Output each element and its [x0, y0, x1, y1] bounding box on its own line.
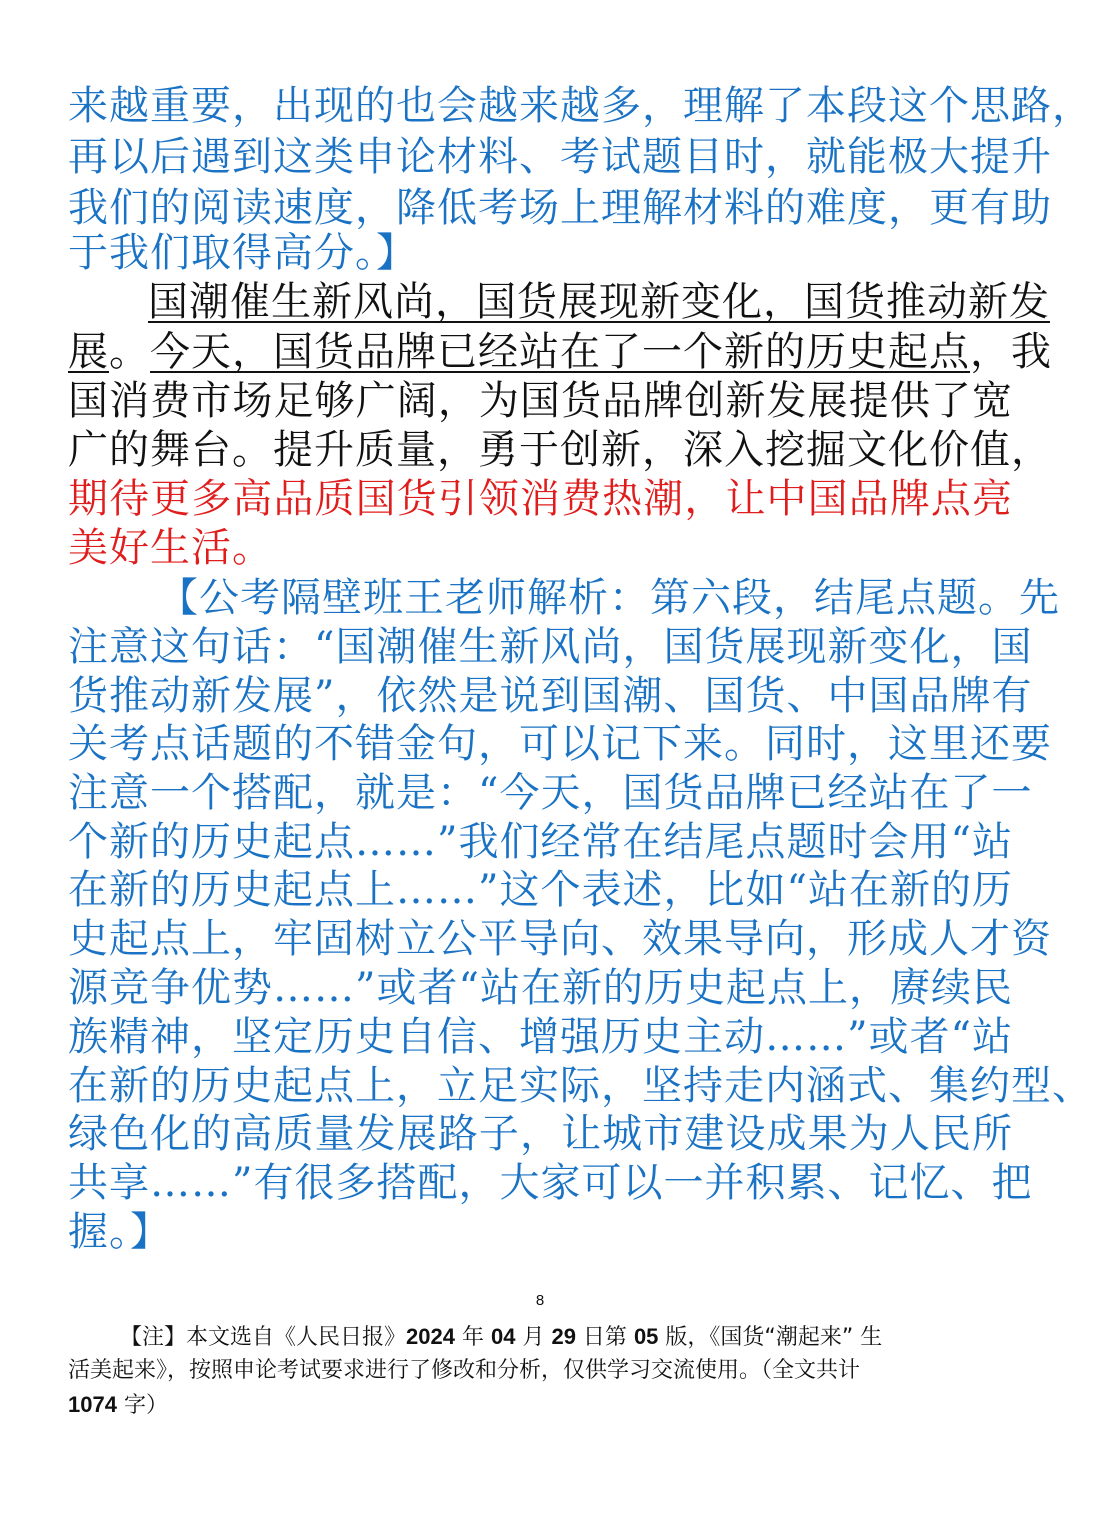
analysis-line-8: 史起点上，牢固树立公平导向、效果导向，形成人才资: [68, 916, 1052, 962]
analysis-line-7: 在新的历史起点上……”这个表述，比如“站在新的历: [68, 867, 1013, 913]
note-word-count: 1074: [68, 1392, 117, 1417]
paragraph-underlined-sentence: 今天，国货品牌已经站在了一个新的历史起点: [150, 329, 970, 375]
analysis-line-6: 个新的历史起点……”我们经常在结尾点题时会用“站: [68, 819, 1013, 865]
paragraph-line-1: [148, 276, 1050, 328]
note-year-unit: 年: [454, 1325, 491, 1350]
analysis-line-10: 族精神，坚定历史自信、增强历史主动……”或者“站: [68, 1014, 1013, 1060]
analysis-line-3: 货推动新发展”，依然是说到国潮、国货、中国品牌有: [68, 673, 1033, 719]
paragraph-underlined-text: 国潮催生新风尚，国货展现新变化，国货推动新发: [148, 279, 1050, 325]
analysis-line-12: 绿色化的高质量发展路子，让城市建设成果为人民所: [68, 1111, 1013, 1157]
note-day-unit: 日第: [575, 1325, 634, 1350]
analysis-line-11: 在新的历史起点上，立足实际，坚持走内涵式、集约型、: [68, 1063, 1093, 1109]
analysis-line-4: 关考点话题的不错金句，可以记下来。同时，这里还要: [68, 721, 1052, 767]
note-month: 04: [490, 1324, 516, 1349]
paragraph-red-line-2: 美好生活。: [68, 525, 273, 571]
source-note: [68, 1320, 1013, 1422]
intro-line-1: 来越重要，出现的也会越来越多，理解了本段这个思路，: [68, 83, 1093, 129]
analysis-line-13: 共享……”有很多搭配，大家可以一并积累、记忆、把: [68, 1160, 1033, 1206]
paragraph-line-4: 广的舞台。提升质量，勇于创新，深入挖掘文化价值，: [68, 427, 1052, 473]
intro-line-3: 我们的阅读速度，降低考场上理解材料的难度，更有助: [68, 185, 1052, 231]
paragraph-period: 。: [109, 329, 150, 375]
intro-line-4: 于我们取得高分。】: [68, 230, 417, 276]
note-edition: 05: [633, 1324, 659, 1349]
note-line-2: 活美起来》，按照申论考试要求进行了修改和分析，仅供学习交流使用。（全文共计: [68, 1358, 861, 1383]
note-line-3: [68, 1388, 1013, 1422]
analysis-line-9: 源竞争优势……”或者“站在新的历史起点上，赓续民: [68, 965, 1013, 1011]
note-year: 2024: [406, 1324, 455, 1349]
note-line-1: [68, 1320, 1013, 1354]
paragraph-line-2: [68, 326, 1052, 378]
intro-line-2: 再以后遇到这类申论材料、考试题目时，就能极大提升: [68, 134, 1052, 180]
note-month-unit: 月: [515, 1325, 552, 1350]
paragraph-comma: ，我: [970, 329, 1052, 375]
note-title-start: 版，《国货“潮起来” 生: [658, 1325, 883, 1350]
note-prefix: 【注】本文选自《人民日报》: [120, 1325, 407, 1350]
analysis-line-1: 【公考隔壁班王老师解析：第六段，结尾点题。先: [158, 575, 1060, 621]
paragraph-red-line-1: 期待更多高品质国货引领消费热潮，让中国品牌点亮: [68, 476, 1013, 522]
paragraph-line-3: 国消费市场足够广阔，为国货品牌创新发展提供了宽: [68, 378, 1013, 424]
page-number: 8: [535, 1292, 545, 1309]
note-day: 29: [551, 1324, 576, 1349]
analysis-line-2: 注意这句话：“国潮催生新风尚，国货展现新变化，国: [68, 624, 1033, 670]
analysis-line-14: 握。】: [68, 1209, 171, 1255]
note-word-unit: 字）: [116, 1393, 168, 1418]
paragraph-underlined-char: 展: [68, 329, 109, 375]
analysis-line-5: 注意一个搭配，就是：“今天，国货品牌已经站在了一: [68, 770, 1033, 816]
